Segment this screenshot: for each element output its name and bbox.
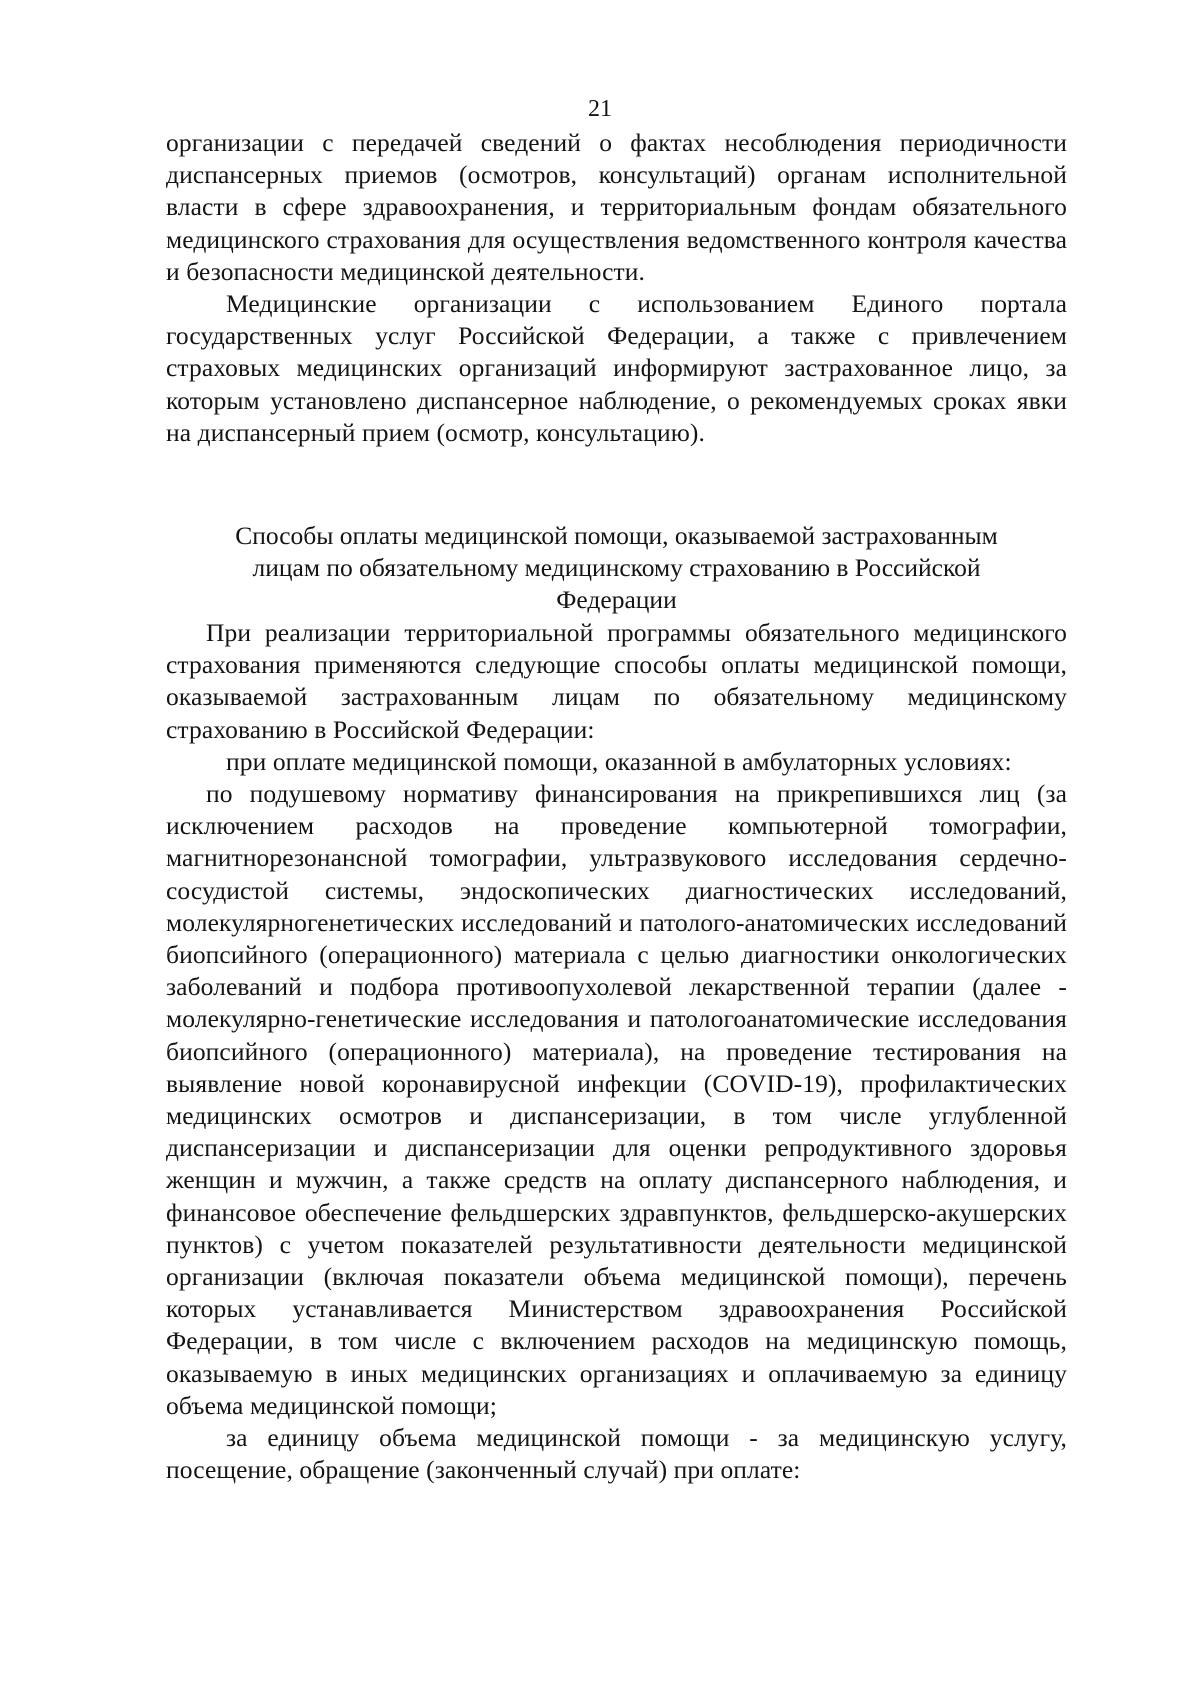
section-heading-line: Федерации xyxy=(556,585,677,615)
section-heading-line: Способы оплаты медицинской помощи, оказываемой застрахованным xyxy=(235,521,998,550)
section-heading xyxy=(166,520,1067,617)
paragraph-continuation: организации с передачей сведений о фактах несоблюдения периодичности диспансерных приемов (осмотров, консультаций) органам исполнительной власти в сфере здравоохранения, и территориальным фондам обязательного медицинского страхования для осуществления ведомственного контроля качества и безопасности медицинской деятельности. xyxy=(166,128,1067,286)
top-text-block xyxy=(166,127,1067,449)
paragraph-per-unit: за единицу объема медицинской помощи - за медицинскую услугу, посещение, обращение (законченный случай) при оплате: xyxy=(166,1423,1067,1485)
paragraph-payment-methods: При реализации территориальной программы обязательного медицинского страхования применяются следующие способы оплаты медицинской помощи, оказываемой застрахованным лицам по обязательному медицинскому страхованию в Российской Федерации: xyxy=(166,618,1067,744)
paragraph-per-capita: по подушевому нормативу финансирования на прикрепившихся лиц (за исключением расходов на проведение компьютерной томографии, магнитнорезонансной томографии, ультразвукового исследования сердечно-сосудистой системы, эндоскопических диагностических исследований, молекулярногенетических исследований и патолого-анатомических исследований биопсийного (операционного) материала с целью диагностики онкологических заболеваний и подбора противоопухолевой лекарственной терапии (далее - молекулярно-генетические исследования и патологоанатомические исследования биопсийного (операционного) материала), на проведение тестирования на выявление новой коронавирусной инфекции (COVID-19), профилактических медицинских осмотров и диспансеризации, в том числе углубленной диспансеризации и диспансеризации для оценки репродуктивного здоровья женщин и мужчин, а также средств на оплату диспансерного наблюдения, и финансовое обеспечение фельдшерских здравпунктов, фельдшерско-акушерских пунктов) с учетом показателей результативности деятельности медицинской организации (включая показатели объема медицинской помощи), перечень которых устанавливается Министерством здравоохранения Российской Федерации, в том числе с включением расходов на медицинскую помощь, оказываемую в иных медицинских организациях и оплачиваемую за единицу объема медицинской помощи; xyxy=(166,779,1067,1420)
bottom-text-block xyxy=(166,617,1067,1486)
paragraph-ambulatory: при оплате медицинской помощи, оказанной в амбулаторных условиях: xyxy=(226,746,1012,776)
paragraph-informing: Медицинские организации с использованием Единого портала государственных услуг Российской Федерации, а также с привлечением страховых медицинских организаций информируют застрахованное лицо, за которым установлено диспансерное наблюдение, о рекомендуемых сроках явки на диспансерный прием (осмотр, консультацию). xyxy=(166,289,1067,447)
page-number: 21 xyxy=(588,96,612,122)
section-heading-line: лицам по обязательному медицинскому страхованию в Российской xyxy=(252,553,981,583)
